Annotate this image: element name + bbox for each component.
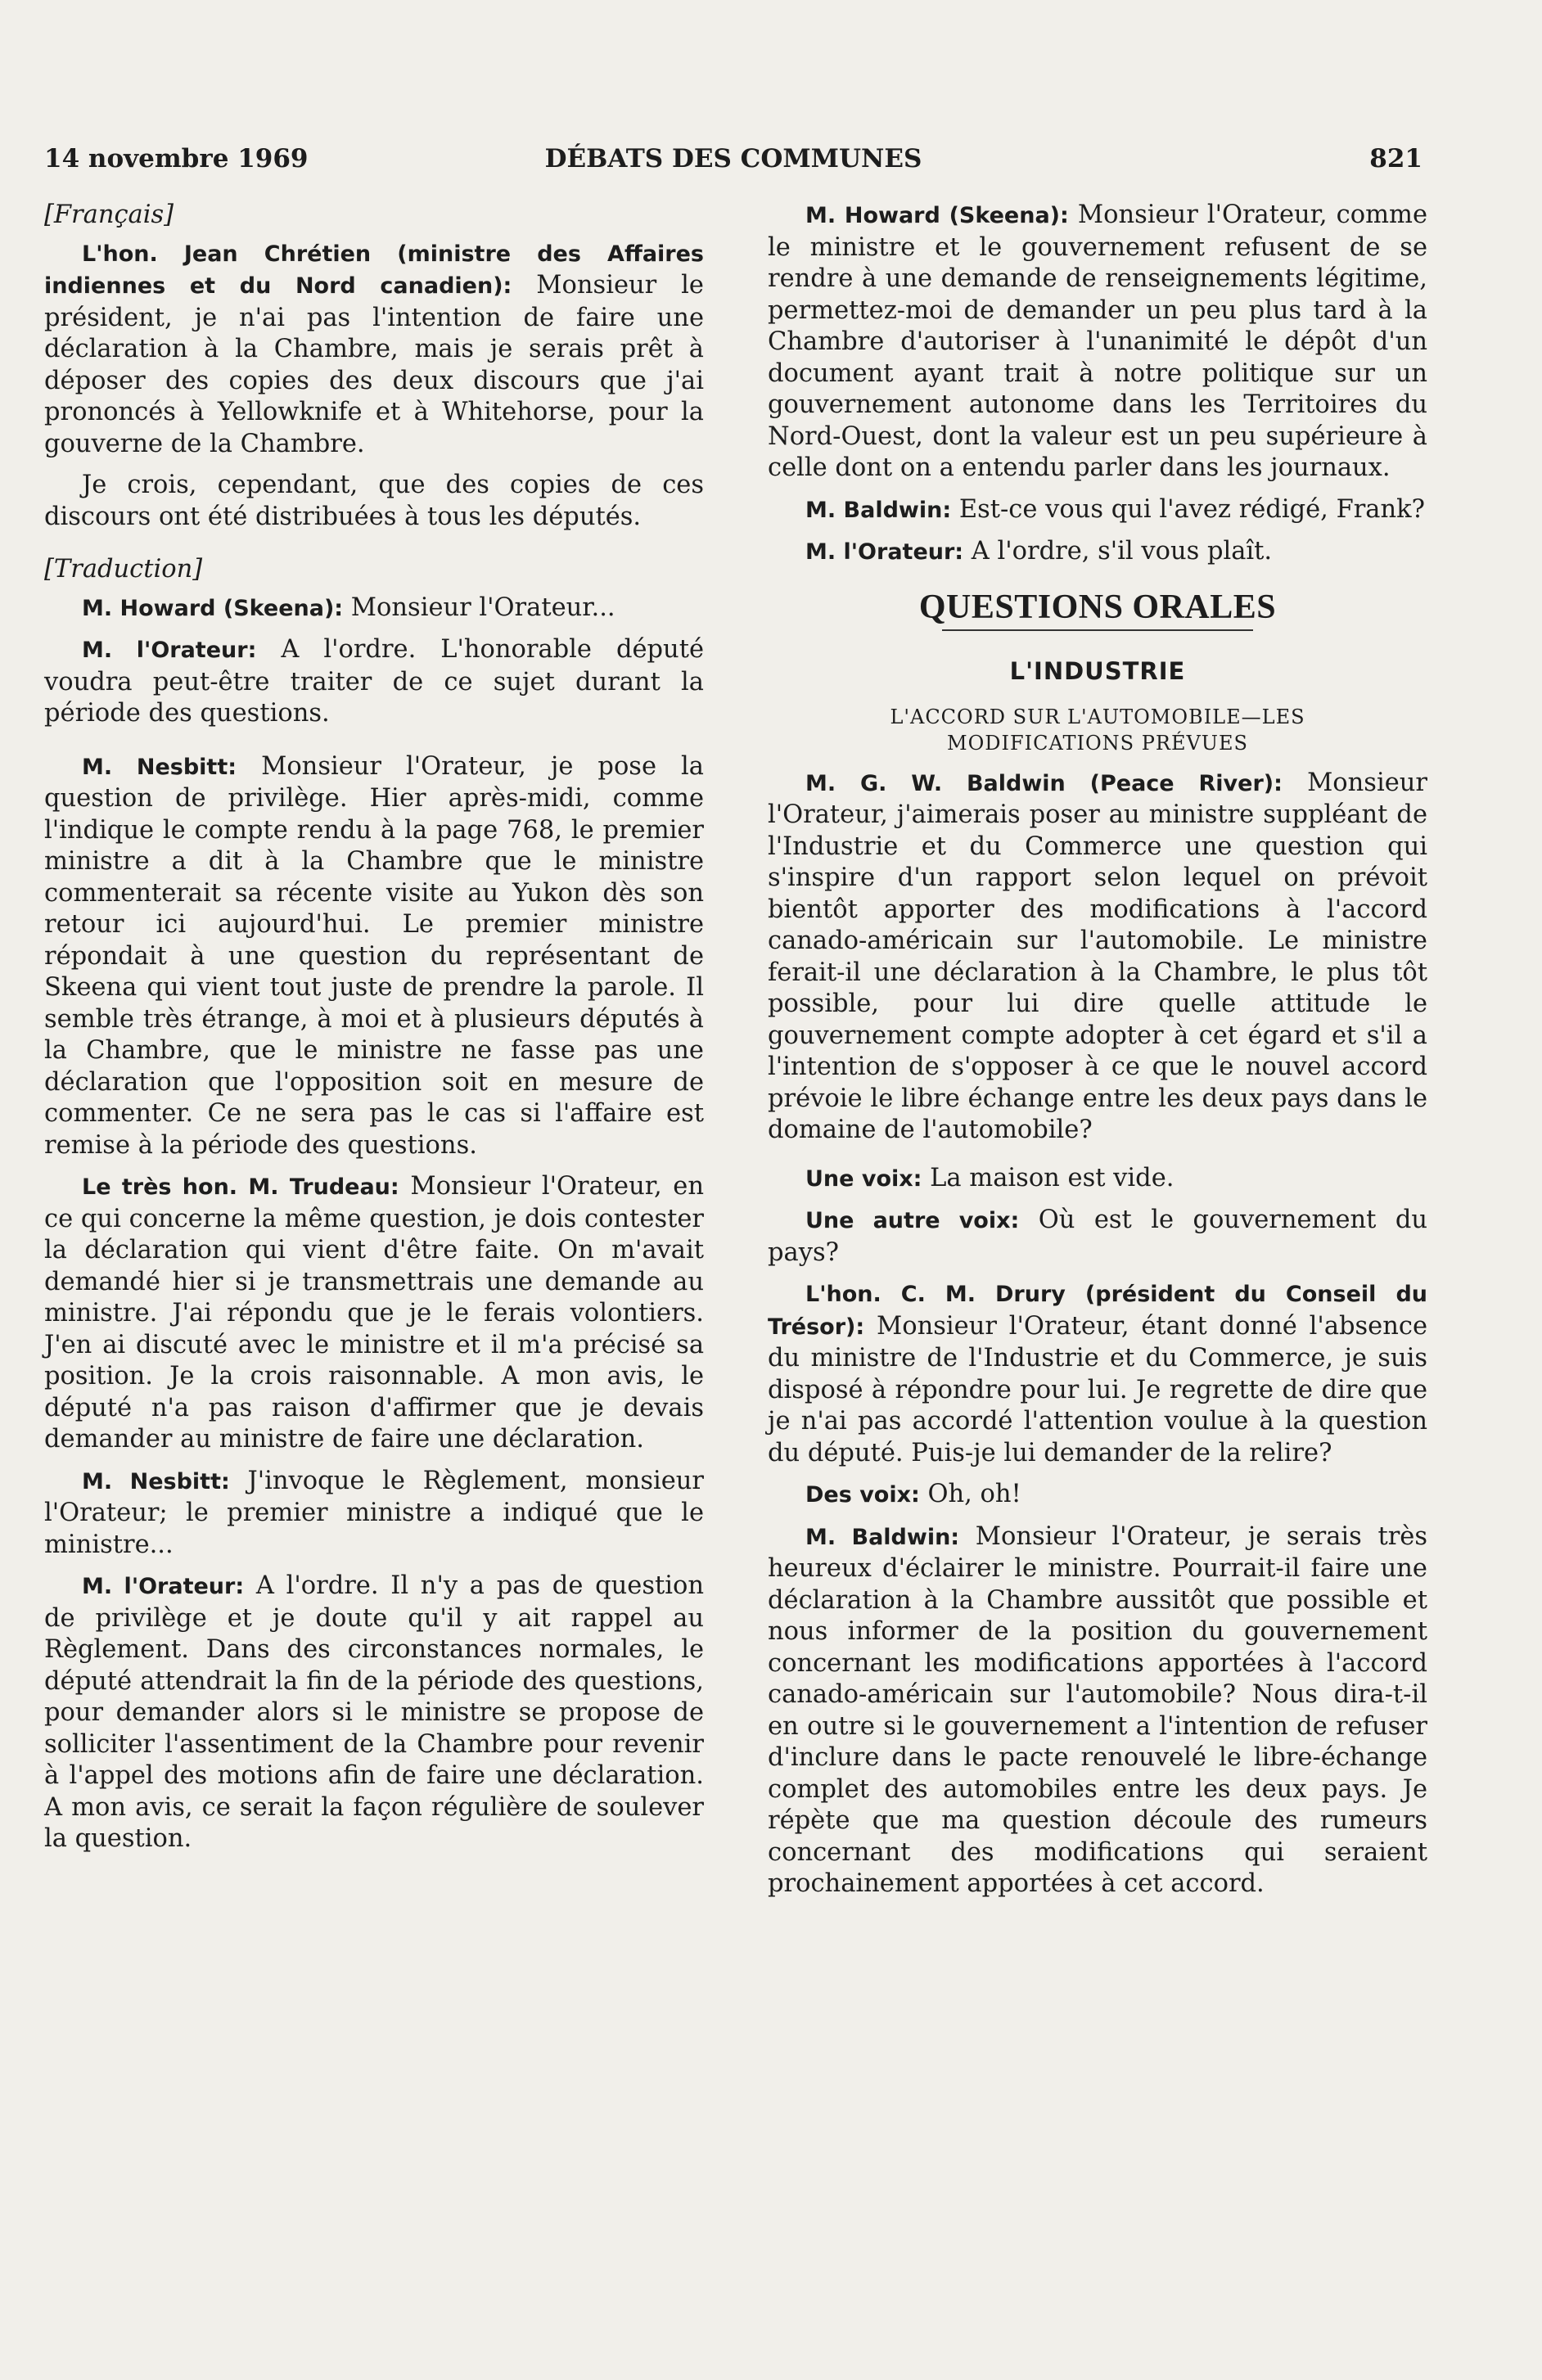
- speaker-name: L'hon. Jean Chrétien (ministre des Affaires indiennes et du Nord canadien):: [44, 241, 704, 299]
- topic-heading-line-1: L'ACCORD SUR L'AUTOMOBILE—LES: [890, 705, 1305, 728]
- heading-rule: [942, 629, 1253, 631]
- header-title: DÉBATS DES COMMUNES: [544, 144, 922, 174]
- speech-text: A l'ordre. Il n'y a pas de question de privilège et je doute qu'il y ait rappel au Règlement. Dans des circonstances normales, le député attendrait la fin de la période des questions, pour demander alors si le ministre se propose de solliciter l'assentiment de la Chambre pour revenir à l'appel des motions afin de faire une déclaration. A mon avis, ce serait la façon régulière de soulever la question.: [44, 1571, 704, 1853]
- speech-text: La maison est vide.: [922, 1163, 1175, 1192]
- speaker-name: M. G. W. Baldwin (Peace River):: [805, 770, 1283, 796]
- paragraph-drury: [768, 1278, 1427, 1469]
- speech-text: J'invoque le Règlement, monsieur l'Orateur; le premier ministre a indiqué que le ministre...: [44, 1466, 705, 1559]
- language-tag-traduction: [Traduction]: [44, 555, 203, 584]
- paragraph-une-voix: [768, 1163, 1427, 1196]
- speech-text: Où est le gouvernement du pays?: [768, 1206, 1427, 1267]
- speaker-name: M. Baldwin:: [805, 497, 952, 523]
- paragraph-howard-2: [768, 200, 1427, 485]
- paragraph-trudeau: [44, 1171, 704, 1456]
- paragraph-nesbitt: [44, 751, 704, 1162]
- speaker-name: Des voix:: [805, 1482, 920, 1508]
- paragraph-howard: [44, 593, 704, 625]
- topic-heading-line-2: MODIFICATIONS PRÉVUES: [947, 731, 1248, 755]
- speech-text: Monsieur le président, je n'ai pas l'intention de faire une déclaration à la Chambre, mais je serais prêt à déposer des copies des deux discours que j'ai prononcés à Yellowknife et à Whitehorse, pour la gouverne de la Chambre.: [44, 271, 704, 458]
- page-header: [44, 144, 1423, 185]
- paragraph-des-voix: [768, 1479, 1427, 1512]
- paragraph-baldwin-question: [768, 768, 1427, 1147]
- paragraph-chretien: [44, 238, 704, 461]
- speaker-name: M. Nesbitt:: [82, 754, 237, 780]
- subheading-industrie: L'INDUSTRIE: [1009, 657, 1186, 685]
- speaker-name: M. Howard (Skeena):: [82, 595, 344, 621]
- paragraph-une-autre-voix: [768, 1205, 1427, 1269]
- speech-text: Oh, oh!: [919, 1480, 1021, 1508]
- speaker-name: M. l'Orateur:: [82, 638, 257, 663]
- right-column: [768, 200, 1427, 1910]
- speech-text: Monsieur l'Orateur, étant donné l'absence du ministre de l'Industrie et du Commerce, je suis disposé à répondre pour lui. Je regrette de dire que je n'ai pas accordé l'attention voulue à la question du député. Puis-je lui demander de la relire?: [768, 1311, 1427, 1467]
- speaker-name: Le très hon. M. Trudeau:: [82, 1174, 399, 1200]
- paragraph-orateur-2: [44, 1571, 704, 1855]
- speech-text: Monsieur l'Orateur, je serais très heureux d'éclairer le ministre. Pourrait-il faire une déclaration à la Chambre aussitôt que possible et nous informer de la position du gouvernement concernant les modifications apportées à l'accord canado-américain sur l'automobile? Nous dira-t-il en outre si le gouvernement a l'intention de refuser d'inclure dans le pacte renouvelé le libre-échange complet des automobiles entre les deux pays. Je répète que ma question découle des rumeurs concernant des modifications qui seraient prochainement apportées à cet accord.: [768, 1521, 1428, 1898]
- speech-text: Monsieur l'Orateur, j'aimerais poser au ministre suppléant de l'Industrie et du Commerce une question qui s'inspire d'un rapport selon lequel on prévoit bientôt apporter des modifications à l'accord canado-américain sur l'automobile. Le ministre ferait-il une déclaration à la Chambre, le plus tôt possible, pour lui dire quelle attitude le gouvernement compte adopter à cet égard et s'il a l'intention de s'opposer à ce que le nouvel accord prévoie le libre échange entre les deux pays dans le domaine de l'automobile?: [768, 768, 1427, 1144]
- speech-text: Je crois, cependant, que des copies de ces discours ont été distribuées à tous les députés.: [44, 471, 704, 531]
- speech-text: Monsieur l'Orateur...: [343, 593, 615, 622]
- header-page-number: 821: [1369, 144, 1423, 174]
- speaker-name: M. Baldwin:: [805, 1524, 960, 1550]
- speaker-name: L'hon. C. M. Drury (président du Conseil du Trésor):: [768, 1282, 1427, 1340]
- speaker-name: Une voix:: [805, 1165, 922, 1192]
- header-date: 14 novembre 1969: [44, 144, 309, 174]
- speech-text: A l'ordre. L'honorable député voudra peut-être traiter de ce sujet durant la période des questions.: [44, 635, 705, 728]
- speaker-name: M. l'Orateur:: [805, 539, 964, 565]
- speech-text: A l'ordre, s'il vous plaît.: [963, 537, 1273, 566]
- topic-heading: [768, 704, 1427, 756]
- paragraph-baldwin: [768, 494, 1427, 527]
- paragraph-nesbitt-2: [44, 1466, 704, 1562]
- speech-text: Est-ce vous qui l'avez rédigé, Frank?: [951, 494, 1425, 524]
- speaker-name: M. l'Orateur:: [82, 1574, 245, 1599]
- paragraph-chretien-continued: [44, 470, 704, 533]
- section-heading-questions-orales: QUESTIONS ORALES: [918, 588, 1277, 626]
- paragraph-orateur: [44, 634, 704, 730]
- paragraph-orateur-3: [768, 536, 1427, 569]
- left-column: [44, 200, 704, 1865]
- language-tag-francais: [Français]: [44, 201, 174, 229]
- speech-text: Monsieur l'Orateur, comme le ministre et le gouvernement refusent de se rendre à une demande de renseignements légitime, permettez-moi de demander un peu plus tard à la Chambre d'autoriser à l'unanimité le dépôt d'un document ayant trait à notre politique sur un gouvernement autonome dans les Territoires du Nord-Ouest, dont la valeur est un peu supérieure à celle dont on a entendu parler dans les journaux.: [768, 201, 1427, 482]
- speech-text: Monsieur l'Orateur, en ce qui concerne la même question, je dois contester la déclaration qui vient d'être faite. On m'avait demandé hier si je transmettrais une demande au ministre. J'ai répondu que je le ferais volontiers. J'en ai discuté avec le ministre et il m'a précisé sa position. Je la crois raisonnable. A mon avis, le député n'a pas raison d'affirmer que je devais demander au ministre de faire une déclaration.: [44, 1172, 704, 1454]
- speaker-name: M. Nesbitt:: [82, 1468, 230, 1494]
- speaker-name: M. Howard (Skeena):: [805, 203, 1069, 228]
- paragraph-baldwin-2: [768, 1521, 1427, 1900]
- speaker-name: Une autre voix:: [805, 1208, 1020, 1233]
- speech-text: Monsieur l'Orateur, je pose la question de privilège. Hier après-midi, comme l'indique le compte rendu à la page 768, le premier ministre a dit à la Chambre que le ministre commenterait sa récente visite au Yukon dès son retour ici aujourd'hui. Le premier ministre répondait à une question du représentant de Skeena qui vient tout juste de prendre la parole. Il semble très étrange, à moi et à plusieurs députés à la Chambre, que le ministre ne fasse pas une déclaration que l'opposition soit en mesure de commenter. Ce ne sera pas le cas si l'affaire est remise à la période des questions.: [44, 751, 704, 1160]
